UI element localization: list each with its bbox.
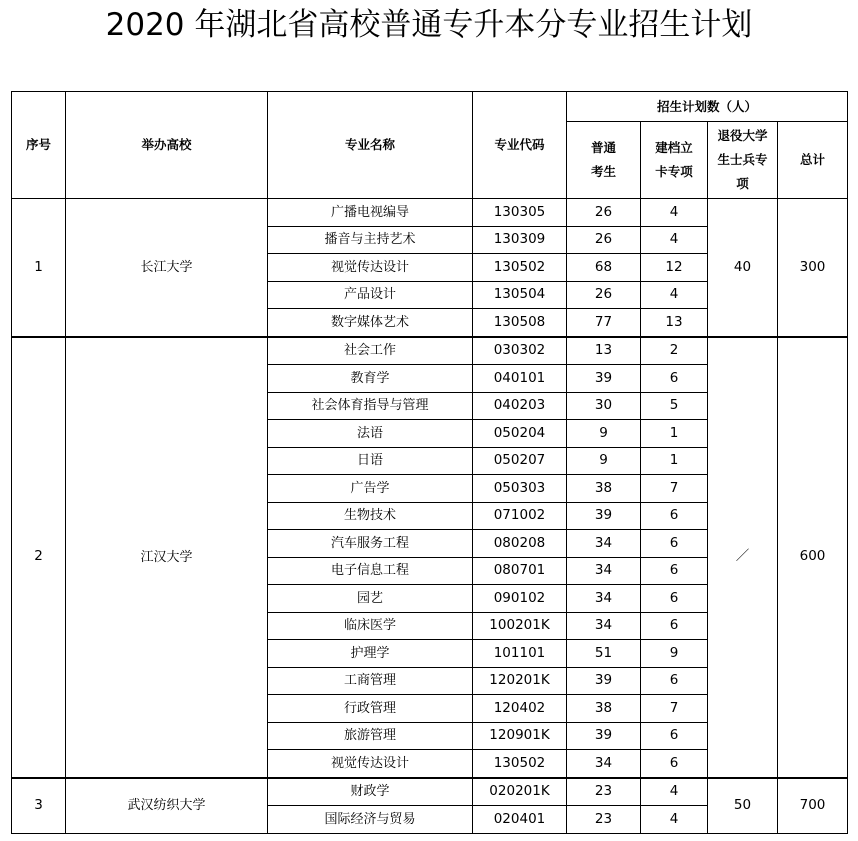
- general-count: 34: [567, 557, 641, 585]
- header-poverty-line1: 建档立: [655, 140, 693, 155]
- general-count: 68: [567, 254, 641, 282]
- poverty-count: 2: [641, 337, 708, 365]
- major-code: 130305: [473, 199, 567, 227]
- major-code: 080208: [473, 530, 567, 558]
- general-count: 9: [567, 420, 641, 448]
- table-row: [12, 337, 848, 365]
- poverty-count: 13: [641, 309, 708, 337]
- major-name: 社会工作: [268, 337, 473, 365]
- header-veteran-line2: 生士兵专: [717, 152, 768, 167]
- major-name: 汽车服务工程: [268, 530, 473, 558]
- major-name: 广播电视编导: [268, 199, 473, 227]
- general-count: 34: [567, 612, 641, 640]
- header-poverty: [641, 122, 708, 199]
- general-count: 30: [567, 392, 641, 420]
- general-count: 26: [567, 226, 641, 254]
- poverty-count: 4: [641, 226, 708, 254]
- general-count: 13: [567, 337, 641, 365]
- poverty-count: 6: [641, 667, 708, 695]
- general-count: 23: [567, 806, 641, 834]
- header-school: 举办高校: [66, 92, 268, 199]
- major-code: 020201K: [473, 778, 567, 806]
- school-total: 300: [778, 199, 848, 337]
- general-count: 23: [567, 778, 641, 806]
- general-count: 39: [567, 667, 641, 695]
- major-code: 071002: [473, 502, 567, 530]
- poverty-count: 6: [641, 365, 708, 393]
- header-plan-group: 招生计划数（人）: [567, 92, 848, 122]
- general-count: 26: [567, 281, 641, 309]
- poverty-count: 4: [641, 281, 708, 309]
- school-total: 700: [778, 778, 848, 834]
- major-code: 120901K: [473, 722, 567, 750]
- major-name: 护理学: [268, 640, 473, 668]
- major-name: 临床医学: [268, 612, 473, 640]
- poverty-count: 6: [641, 530, 708, 558]
- major-name: 行政管理: [268, 695, 473, 723]
- poverty-count: 7: [641, 695, 708, 723]
- major-code: 040101: [473, 365, 567, 393]
- major-code: 120201K: [473, 667, 567, 695]
- header-general-line2: 考生: [590, 164, 616, 179]
- school-seq: 2: [12, 337, 66, 778]
- poverty-count: 1: [641, 420, 708, 448]
- major-name: 广告学: [268, 475, 473, 503]
- major-code: 050303: [473, 475, 567, 503]
- general-count: 26: [567, 199, 641, 227]
- poverty-count: 1: [641, 447, 708, 475]
- major-name: 日语: [268, 447, 473, 475]
- school-seq: 1: [12, 199, 66, 337]
- header-total: 总计: [778, 122, 848, 199]
- major-code: 050207: [473, 447, 567, 475]
- poverty-count: 6: [641, 585, 708, 613]
- header-general: [567, 122, 641, 199]
- major-name: 视觉传达设计: [268, 750, 473, 778]
- major-name: 数字媒体艺术: [268, 309, 473, 337]
- poverty-count: 7: [641, 475, 708, 503]
- poverty-count: 5: [641, 392, 708, 420]
- major-name: 法语: [268, 420, 473, 448]
- veteran-count: 40: [708, 199, 778, 337]
- major-name: 社会体育指导与管理: [268, 392, 473, 420]
- general-count: 38: [567, 475, 641, 503]
- poverty-count: 4: [641, 778, 708, 806]
- major-name: 产品设计: [268, 281, 473, 309]
- major-name: 旅游管理: [268, 722, 473, 750]
- major-code: 040203: [473, 392, 567, 420]
- major-name: 财政学: [268, 778, 473, 806]
- major-name: 国际经济与贸易: [268, 806, 473, 834]
- general-count: 38: [567, 695, 641, 723]
- major-code: 101101: [473, 640, 567, 668]
- major-code: 090102: [473, 585, 567, 613]
- veteran-count: 50: [708, 778, 778, 834]
- major-code: 130502: [473, 254, 567, 282]
- major-name: 视觉传达设计: [268, 254, 473, 282]
- major-name: 教育学: [268, 365, 473, 393]
- major-code: 130508: [473, 309, 567, 337]
- major-code: 080701: [473, 557, 567, 585]
- poverty-count: 4: [641, 199, 708, 227]
- general-count: 39: [567, 502, 641, 530]
- school-name: 武汉纺织大学: [66, 778, 268, 834]
- poverty-count: 6: [641, 722, 708, 750]
- school-name: 江汉大学: [66, 337, 268, 778]
- poverty-count: 6: [641, 612, 708, 640]
- general-count: 51: [567, 640, 641, 668]
- veteran-count: ／: [708, 337, 778, 778]
- poverty-count: 4: [641, 806, 708, 834]
- general-count: 39: [567, 365, 641, 393]
- table-row: [12, 778, 848, 806]
- header-major-name: 专业名称: [268, 92, 473, 199]
- header-poverty-line2: 卡专项: [655, 164, 693, 179]
- school-seq: 3: [12, 778, 66, 834]
- major-name: 电子信息工程: [268, 557, 473, 585]
- major-name: 园艺: [268, 585, 473, 613]
- header-seq: 序号: [12, 92, 66, 199]
- general-count: 9: [567, 447, 641, 475]
- major-code: 130504: [473, 281, 567, 309]
- poverty-count: 6: [641, 502, 708, 530]
- major-code: 130309: [473, 226, 567, 254]
- major-code: 130502: [473, 750, 567, 778]
- general-count: 39: [567, 722, 641, 750]
- major-code: 050204: [473, 420, 567, 448]
- major-code: 020401: [473, 806, 567, 834]
- table-body: [12, 199, 848, 834]
- header-general-line1: 普通: [590, 140, 616, 155]
- major-code: 030302: [473, 337, 567, 365]
- major-name: 播音与主持艺术: [268, 226, 473, 254]
- major-name: 生物技术: [268, 502, 473, 530]
- general-count: 77: [567, 309, 641, 337]
- page-title: 2020 年湖北省高校普通专升本分专业招生计划: [105, 7, 753, 43]
- major-name: 工商管理: [268, 667, 473, 695]
- poverty-count: 9: [641, 640, 708, 668]
- general-count: 34: [567, 585, 641, 613]
- major-code: 100201K: [473, 612, 567, 640]
- table-row: [12, 199, 848, 227]
- school-name: 长江大学: [66, 199, 268, 337]
- header-veteran: [708, 122, 778, 199]
- general-count: 34: [567, 530, 641, 558]
- poverty-count: 6: [641, 557, 708, 585]
- enrollment-plan-table: [11, 91, 848, 834]
- poverty-count: 12: [641, 254, 708, 282]
- header-major-code: 专业代码: [473, 92, 567, 199]
- general-count: 34: [567, 750, 641, 778]
- poverty-count: 6: [641, 750, 708, 778]
- header-veteran-line1: 退役大学: [717, 128, 768, 143]
- header-veteran-line3: 项: [736, 176, 749, 191]
- major-code: 120402: [473, 695, 567, 723]
- school-total: 600: [778, 337, 848, 778]
